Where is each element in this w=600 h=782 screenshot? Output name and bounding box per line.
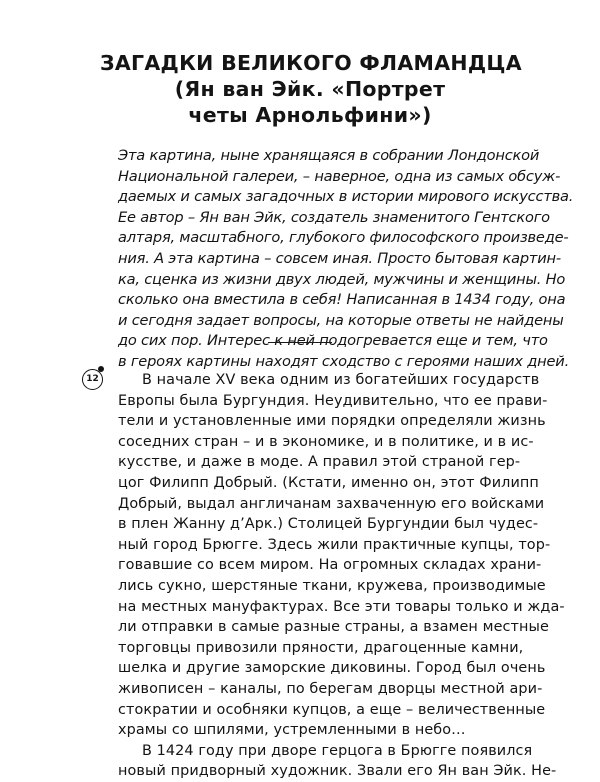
chapter-title-line-1: ЗАГАДКИ ВЕЛИКОГО ФЛАМАНДЦА <box>100 51 522 75</box>
section-divider <box>268 342 332 343</box>
page-number-dot-icon <box>98 366 104 372</box>
body-line: говавшие со всем миром. На огромных складах храни- <box>118 557 542 574</box>
lead-line: даемых и самых загадочных в истории мирового искусства. <box>118 188 574 206</box>
lead-line: в героях картины находят сходство с героями наших дней. <box>118 352 570 370</box>
lead-paragraph <box>118 146 574 373</box>
body-line: на местных мануфактурах. Все эти товары только и жда- <box>118 598 565 615</box>
lead-line: Национальной галереи, – наверное, одна из самых обсуж- <box>118 167 561 185</box>
body-line: новый придворный художник. Звали его Ян ван Эйк. Не- <box>118 763 557 780</box>
body-line: кусстве, и даже в моде. А правил этой страной гер- <box>118 454 521 471</box>
body-line: В 1424 году при дворе герцога в Брюгге появился <box>142 742 533 759</box>
chapter-title-line-2: (Ян ван Эйк. «Портрет <box>174 77 446 101</box>
body-line: храмы со шпилями, устремленными в небо… <box>118 722 466 739</box>
body-line: цог Филипп Добрый. (Кстати, именно он, этот Филипп <box>118 474 539 491</box>
lead-line: алтаря, масштабного, глубокого философского произведе- <box>118 229 569 247</box>
body-line: стократии и особняки купцов, а еще – величественные <box>118 701 546 718</box>
chapter-title-line-3: четы Арнольфини») <box>188 103 432 127</box>
lead-line: и сегодня задает вопросы, на которые ответы не найдены <box>118 311 564 329</box>
body-line: в плен Жанну д’Арк.) Столицей Бургундии был чудес- <box>118 516 539 533</box>
body-line: ный город Брюгге. Здесь жили практичные купцы, тор- <box>118 536 551 553</box>
body-line: Добрый, выдал англичанам захваченную его войсками <box>118 495 545 512</box>
body-line: В начале XV века одним из богатейших государств <box>142 372 540 388</box>
body-line: лись сукно, шерстяные ткани, кружева, производимые <box>118 577 546 594</box>
chapter-title <box>100 50 520 128</box>
page-number-badge <box>82 369 103 390</box>
body-line: живописен – каналы, по берегам дворцы местной ари- <box>118 680 543 697</box>
body-line: ли отправки в самые разные страны, а взамен местные <box>118 619 549 636</box>
lead-line: ка, сценка из жизни двух людей, мужчины и женщины. Но <box>118 270 566 288</box>
body-line: тели и установленные ими порядки определяли жизнь <box>118 413 546 430</box>
lead-line: Эта картина, ныне хранящаяся в собрании Лондонской <box>118 147 540 164</box>
lead-line: ния. А эта картина – совсем иная. Просто бытовая картин- <box>118 249 561 267</box>
page-number: 12 <box>86 374 99 384</box>
lead-line: Ее автор – Ян ван Эйк, создатель знаменитого Гентского <box>118 208 550 226</box>
body-line: Европы была Бургундия. Неудивительно, что ее прави- <box>118 392 548 409</box>
lead-line: сколько она вместила в себя! Написанная в 1434 году, она <box>118 291 566 309</box>
body-line: соседних стран – и в экономике, и в политике, и в ис- <box>118 433 534 450</box>
body-text <box>118 370 565 782</box>
body-line: шелка и другие заморские диковины. Город был очень <box>118 660 546 677</box>
lead-line: до сих пор. Интерес к ней подогревается еще и тем, что <box>118 332 548 350</box>
body-line: торговцы привозили пряности, драгоценные камни, <box>118 639 524 656</box>
